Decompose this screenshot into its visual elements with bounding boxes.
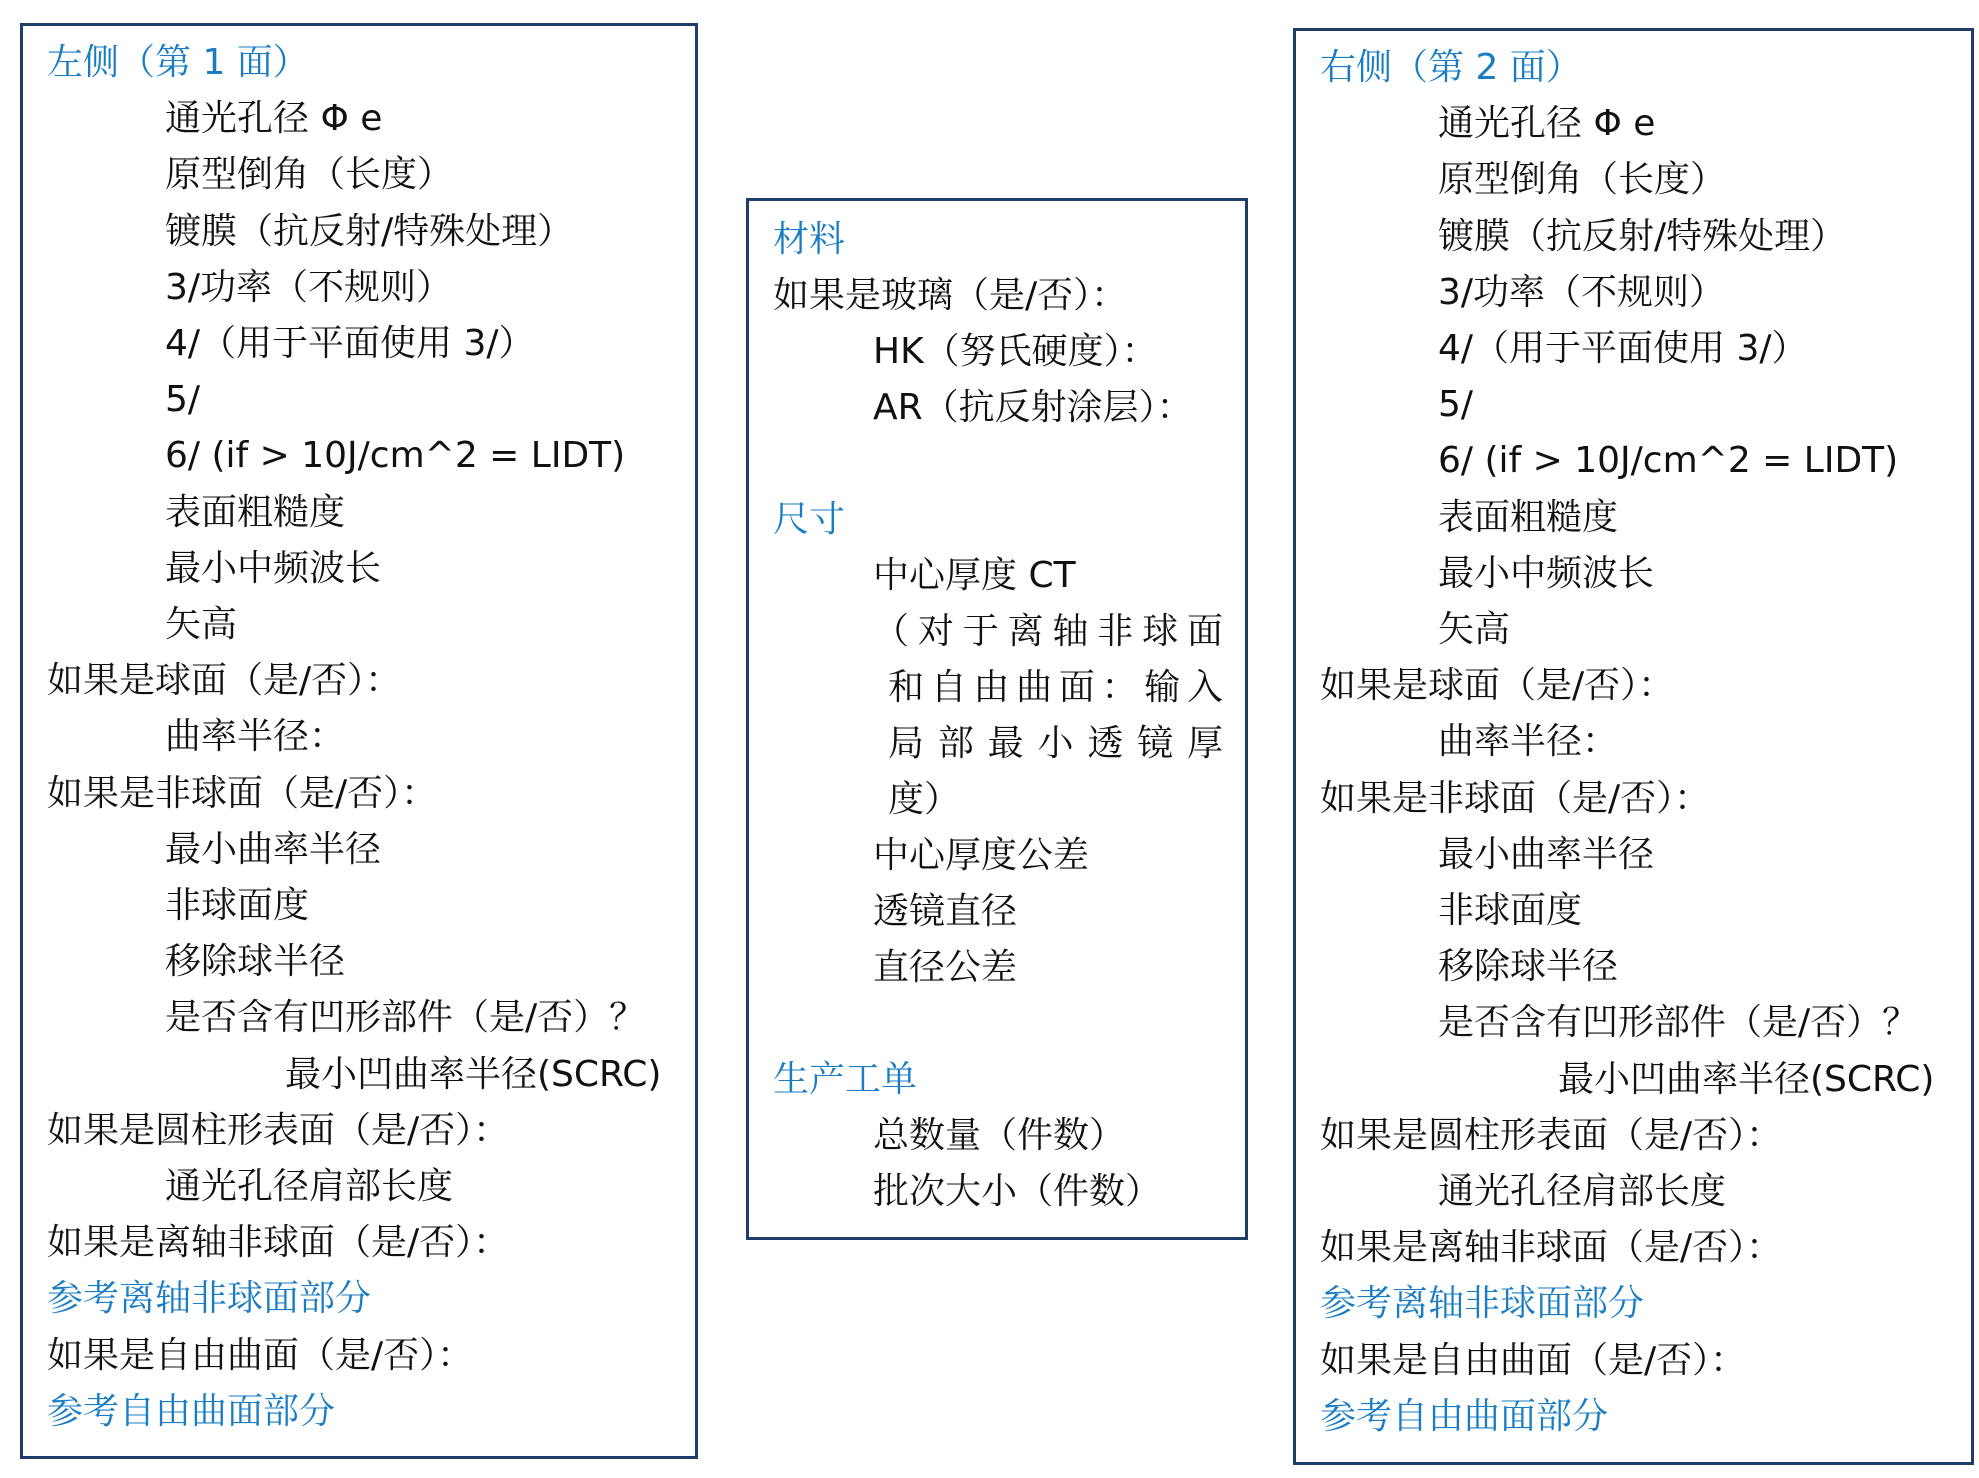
size-title: 尺寸 bbox=[773, 499, 846, 540]
ct-tolerance: 中心厚度公差 bbox=[873, 835, 1090, 876]
left-surface-line: 4/（用于平面使用 3/） bbox=[165, 323, 535, 364]
right-surface-line: 非球面度 bbox=[1438, 890, 1583, 931]
ct-note-line-3: 局部最小透镜厚 bbox=[888, 723, 1223, 764]
left-surface-line: 曲率半径： bbox=[165, 716, 346, 757]
left-surface-line: 通光孔径肩部长度 bbox=[165, 1166, 454, 1207]
left-surface-line: 是否含有凹形部件（是/否）？ bbox=[165, 997, 646, 1038]
left-surface-line: 移除球半径 bbox=[165, 941, 346, 982]
right-surface-line: 最小曲率半径 bbox=[1438, 834, 1655, 875]
glass-question: 如果是玻璃（是/否）： bbox=[773, 275, 1128, 316]
left-surface-line: 参考自由曲面部分 bbox=[47, 1391, 336, 1432]
right-surface-line: 最小中频波长 bbox=[1438, 553, 1655, 594]
right-surface-line: 如果是圆柱形表面（是/否）： bbox=[1320, 1115, 1783, 1156]
right-surface-line: 原型倒角（长度） bbox=[1438, 159, 1727, 200]
right-surface-line: 5/ bbox=[1438, 384, 1474, 425]
left-surface-line: 如果是离轴非球面（是/否）： bbox=[47, 1222, 510, 1263]
right-surface-line: 3/功率（不规则） bbox=[1438, 272, 1726, 313]
left-surface-line: 最小中频波长 bbox=[165, 548, 382, 589]
right-surface-line: 参考自由曲面部分 bbox=[1320, 1396, 1609, 1437]
right-surface-line: 矢高 bbox=[1438, 609, 1511, 650]
right-surface-line: 最小凹曲率半径(SCRC) bbox=[1558, 1059, 1935, 1100]
ct-note-line-4: 度） bbox=[888, 779, 961, 820]
production-order-title: 生产工单 bbox=[773, 1059, 918, 1100]
left-surface-line: 如果是球面（是/否）： bbox=[47, 660, 402, 701]
left-surface-line: 如果是自由曲面（是/否）： bbox=[47, 1335, 474, 1376]
left-surface-box bbox=[20, 23, 698, 1459]
left-surface-line: 如果是圆柱形表面（是/否）： bbox=[47, 1110, 510, 1151]
right-surface-line: 如果是非球面（是/否）： bbox=[1320, 778, 1711, 819]
ct-note-line-1: （对于离轴非球面 bbox=[873, 611, 1223, 652]
total-quantity: 总数量（件数） bbox=[873, 1115, 1126, 1156]
left-surface-line: 5/ bbox=[165, 379, 201, 420]
left-surface-line: 最小凹曲率半径(SCRC) bbox=[285, 1054, 662, 1095]
left-surface-line: 矢高 bbox=[165, 604, 238, 645]
right-surface-line: 表面粗糙度 bbox=[1438, 497, 1619, 538]
right-surface-line: 如果是球面（是/否）： bbox=[1320, 665, 1675, 706]
material-title: 材料 bbox=[773, 219, 846, 260]
left-surface-line: 非球面度 bbox=[165, 885, 310, 926]
right-surface-line: 如果是自由曲面（是/否）： bbox=[1320, 1340, 1747, 1381]
left-surface-line: 原型倒角（长度） bbox=[165, 154, 454, 195]
right-surface-line: 通光孔径 Φ e bbox=[1438, 103, 1656, 144]
lens-diameter: 透镜直径 bbox=[873, 891, 1018, 932]
right-surface-line: 通光孔径肩部长度 bbox=[1438, 1171, 1727, 1212]
left-surface-line: 参考离轴非球面部分 bbox=[47, 1278, 372, 1319]
left-surface-line: 最小曲率半径 bbox=[165, 829, 382, 870]
hk-field: HK（努氏硬度）： bbox=[873, 331, 1158, 372]
center-thickness: 中心厚度 CT bbox=[873, 555, 1076, 596]
right-surface-line: 是否含有凹形部件（是/否）？ bbox=[1438, 1002, 1919, 1043]
right-surface-line: 曲率半径： bbox=[1438, 721, 1619, 762]
right-surface-line: 移除球半径 bbox=[1438, 946, 1619, 987]
left-surface-line: 如果是非球面（是/否）： bbox=[47, 773, 438, 814]
right-surface-line: 6/ (if > 10J/cm^2 = LIDT) bbox=[1438, 440, 1899, 481]
left-surface-line: 3/功率（不规则） bbox=[165, 267, 453, 308]
left-surface-line: 左侧（第 1 面） bbox=[47, 42, 309, 83]
right-surface-line: 镀膜（抗反射/特殊处理） bbox=[1438, 216, 1847, 257]
right-surface-line: 如果是离轴非球面（是/否）： bbox=[1320, 1227, 1783, 1268]
left-surface-line: 6/ (if > 10J/cm^2 = LIDT) bbox=[165, 435, 626, 476]
right-surface-box bbox=[1293, 28, 1974, 1465]
right-surface-line: 4/（用于平面使用 3/） bbox=[1438, 328, 1808, 369]
ct-note-line-2: 和自由曲面：输入 bbox=[888, 667, 1223, 708]
left-surface-line: 通光孔径 Φ e bbox=[165, 98, 383, 139]
material-size-box bbox=[746, 198, 1248, 1240]
left-surface-line: 镀膜（抗反射/特殊处理） bbox=[165, 211, 574, 252]
right-surface-line: 右侧（第 2 面） bbox=[1320, 47, 1582, 88]
diameter-tolerance: 直径公差 bbox=[873, 947, 1018, 988]
left-surface-line: 表面粗糙度 bbox=[165, 492, 346, 533]
right-surface-line: 参考离轴非球面部分 bbox=[1320, 1283, 1645, 1324]
ar-field: AR（抗反射涂层）： bbox=[873, 387, 1193, 428]
batch-size: 批次大小（件数） bbox=[873, 1171, 1162, 1212]
